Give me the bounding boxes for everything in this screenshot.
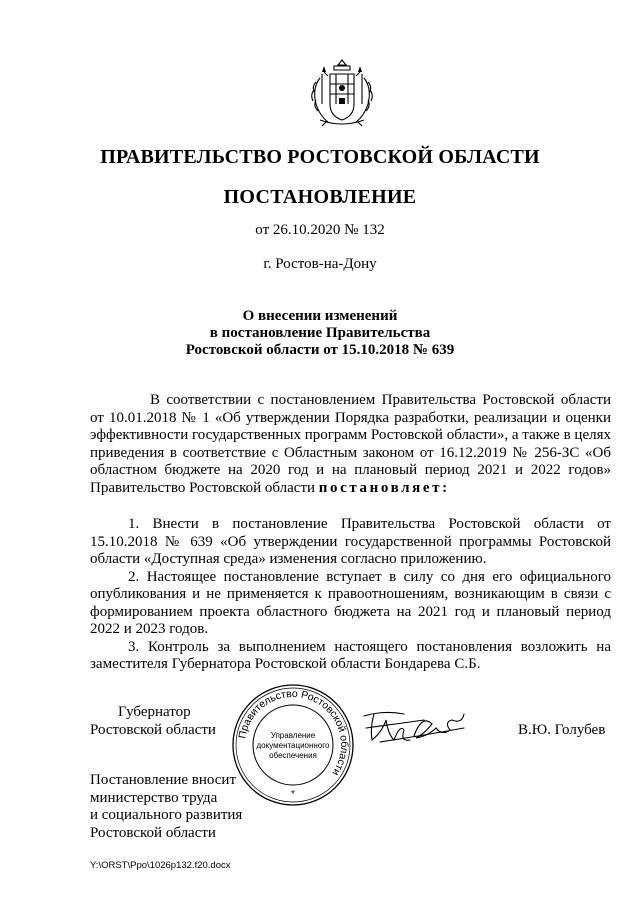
resolution-item: 1. Внести в постановление Правительства Ростовской области от 15.10.2018 № 639 «Об утверждении государственной программы Ростовской области «Доступная среда» изменения согласно приложению. — [90, 516, 611, 567]
coat-of-arms-emblem — [306, 58, 378, 128]
submitted-by-block — [90, 772, 242, 842]
subject-line: О внесении изменений — [242, 308, 398, 324]
document-subject — [0, 308, 640, 359]
city: г. Ростов-на-Дону — [263, 256, 377, 272]
stamp-ring-text: Правительство Ростовской области — [236, 687, 351, 778]
submitted-by-line: Постановление вносит — [90, 772, 237, 788]
preamble-text: В соответствии с постановлением Правительства Ростовской области от 10.01.2018 № 1 «Об утверждении Порядка разработки, реализации и оценки эффективности государственных программ Ростовской области», а также в целях приведения в соответствие с Областным законом от 16.12.2019 № 256-ЗС «Об областном бюджете на 2020 год и на плановый период 2021 и 2022 годов» Правительство Ростовской области — [90, 392, 611, 496]
stamp-center-line: документационного — [256, 741, 330, 750]
stamp-center-line: обеспечения — [269, 751, 317, 760]
submitted-by-line: Ростовской области — [90, 824, 216, 841]
position-region: Ростовской области — [90, 721, 216, 738]
resolution-verb: постановляет: — [318, 479, 450, 496]
stamp-center-line: Управление — [270, 731, 316, 740]
position-title: Губернатор — [118, 704, 191, 720]
document-type: ПОСТАНОВЛЕНИЕ — [223, 186, 417, 208]
preamble-paragraph — [90, 392, 611, 497]
date-and-number: от 26.10.2020 № 132 — [255, 222, 385, 238]
signatory-name: В.Ю. Голубев — [518, 722, 606, 738]
submitted-by-line: и социального развития — [90, 807, 243, 823]
subject-line: Ростовской области от 15.10.2018 № 639 — [185, 342, 455, 358]
official-stamp — [230, 682, 356, 808]
stamp-star: * — [291, 789, 295, 800]
subject-line: в постановление Правительства — [209, 325, 431, 341]
government-name: ПРАВИТЕЛЬСТВО РОСТОВСКОЙ ОБЛАСТИ — [100, 146, 540, 168]
resolution-items — [90, 516, 611, 674]
handwritten-signature — [360, 706, 470, 750]
signatory-position — [90, 704, 216, 739]
resolution-item: 3. Контроль за выполнением настоящего постановления возложить на заместителя Губернатора Ростовской области Бондарева С.Б. — [90, 638, 611, 672]
submitted-by-line: министерство труда — [90, 789, 218, 806]
file-path-footer: Y:\ORST\Ppo\1026p132.f20.docx — [90, 860, 231, 871]
resolution-item: 2. Настоящее постановление вступает в силу со дня его официального опубликования и не применяется к правоотношениям, возникающим в связи с формированием проекта областного бюджета на 2021 год и плановый период 2022 и 2023 годов. — [90, 568, 611, 637]
